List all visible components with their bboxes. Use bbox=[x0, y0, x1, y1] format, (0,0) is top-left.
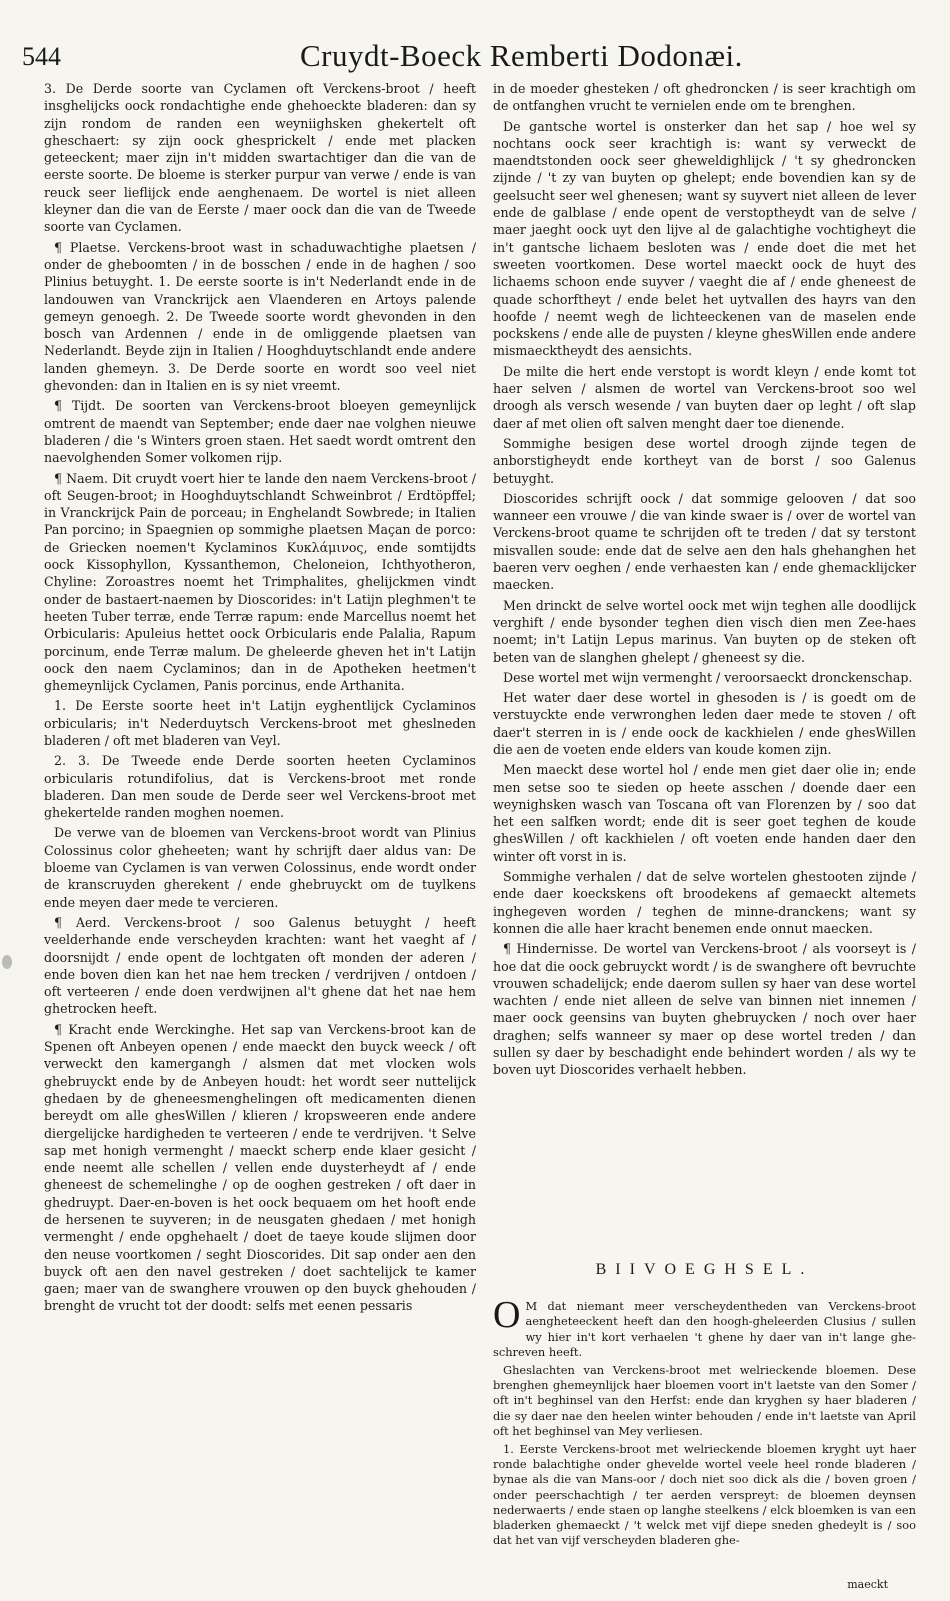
appendix-heading: BIIVOEGHSEL. bbox=[595, 1261, 814, 1278]
catchword: maeckt bbox=[847, 1578, 888, 1591]
appendix-paragraph: Gheslachten van Verckens-broot met welrieckende bloemen. Dese brenghen ghemeynlijck haer bloemen voort in't laetste van den Somer / oft in't beghinsel van den Herfst: ende dan kryghen sy haer bladeren / die sy daer nae den heelen winter behouden / ende in't laetste van April oft het beghinsel van Mey verliesen. bbox=[493, 1363, 916, 1438]
paragraph-whole-root: De gantsche wortel is onsterker dan het sap / hoe wel sy nochtans oock seer krachtigh is: want sy verweckt de maendtstonden oock seer gheweldighlijck / 't sy ghedroncken zijnde / 't zy van buyten op ghelept; ende bovendien kan sy de geelsucht seer wel ghenesen; want sy suyvert niet alleen de lever ende de galblase / ende opent de verstoptheydt van de selve / maer jaeght oock uyt den lijve al de galachtighe vochtigheyt die in't gantsche lichaem besloten was / ende doet die met het sweeten voortkomen. Dese wortel maeckt oock de huyt des lichaems schoon ende suyver / vaeght die af / ende gheneest de quade schorftheyt / ende belet het uytvallen des hayrs van den hoofde / neemt wegh de lichteeckenen van de maselen ende pockskens / ende alle de puysten / kleyne ghesWillen ende andere mismaecktheydt des aensichts. bbox=[493, 118, 916, 359]
drop-cap: O bbox=[493, 1294, 521, 1337]
paragraph-first-kind-name: 1. De Eerste soorte heet in't Latijn eyghentlijck Cyclaminos orbicularis; in't Nederduytsch Verckens-broot met gheslneden bladeren / oft met bladeren van Veyl. bbox=[44, 698, 476, 748]
paragraph-salve: Men maeckt dese wortel hol / ende men giet daer olie in; ende men setse soo te sieden op heete asschen / doende daer een weynighsken wasch van Toscana oft van Florenzen by / soo dat het een salfken wordt; ende dit is seer goet teghen de koude ghesWillen / oft kackhielen / oft voeten ende handen daer den winter oft vorst in is. bbox=[493, 762, 916, 864]
paragraph-continued: in de moeder ghesteken / oft ghedroncken / is seer krachtigh om de ontfanghen vrucht te vernielen ende om te brenghen. bbox=[493, 81, 916, 114]
paragraph-love-potion: Sommighe verhalen / dat de selve wortelen ghestooten zijnde / ende daer koeckskens oft broodekens af gemaeckt altemets inghegeven worden / teghen de minne-dranckens; want sy konnen die alle haer kracht benemen ende onnut maecken. bbox=[493, 869, 916, 936]
paragraph-flower-colour: De verwe van de bloemen van Verckens-broot wordt van Plinius Colossinus color gheheeten; want hy schrijft daer aldus van: De bloeme van Cyclamen is van verwen Colossinus, ende wordt onder de kranscruyden gherekent / ende ghebruyckt om de tuylkens ende meyen daer mede te vercieren. bbox=[44, 825, 476, 910]
appendix-intro-text: M dat niemant meer verscheydentheden van Verckens-broot aengheteeckent heeft dan den hoogh-gheleerden Clusius / sullen wy hier in't kort verhaelen 't ghene hy daer van in't lange ghe-schreven heeft. bbox=[493, 1299, 916, 1359]
paragraph-third-kind: 3. De Derde soorte van Cyclamen oft Verckens-broot / heeft insghelijcks oock rondachtighe ende ghehoeckte bladeren: dan sy zijn rondom de randen een weyniighsken ghekertelt oft gheschaert: sy zijn oock ghesprickelt / ende met placken geteeckent; maer zijn in't midden swartachtiger dan die van de eerste soorte. De bloeme is sterker purpur van verwe / ende is van reuck seer lieflijck ende aenghenaem. De wortel is niet alleen kleyner dan die van de Eerste / maer oock dan die van de Tweede soorte van Cyclamen. bbox=[44, 81, 476, 235]
paragraph-drunkenness: Dese wortel met wijn vermenght / veroorsaeckt dronckenschap. bbox=[503, 669, 913, 685]
paragraph-hindernisse: ¶ Hindernisse. De wortel van Verckens-broot / als voorseyt is / hoe dat die oock gebruyckt wordt / is de swanghere oft bevruchte vrouwen schadelijck; ende daerom sullen sy haer van dese wortel wachten / ende niet alleen de selve van binnen niet innemen / maer oock geensins van buyten ghebruycken / noch over haer draghen; selfs wanneer sy maer op dese wortel treden / dan sullen sy daer by beschadight ende behindert worden / als wy te boven uyt Dioscorides verhaelt hebben. bbox=[493, 941, 916, 1078]
paragraph-second-third-name: 2. 3. De Tweede ende Derde soorten heeten Cyclaminos orbicularis rotundifolius, dat is Verckens-broot met ronde bladeren. Dan men soude de Derde seer wel Verckens-broot met ghekertelde randen moghen noemen. bbox=[44, 753, 476, 821]
left-column bbox=[44, 80, 476, 1318]
paragraph-dioscorides: Dioscorides schrijft oock / dat sommige gelooven / dat soo wanneer een vrouwe / die van kinde swaer is / over de wortel van Verckens-broot quame te schrijden oft te treden / dat sy terstont misvallen soude: ende dat de selve aen den hals ghehanghen het baeren verv oeghen / ende verhaesten kan / ende ghemacklijcker maecken. bbox=[493, 490, 916, 593]
appendix-paragraph: 1. Eerste Verckens-broot met welrieckende bloemen kryght uyt haer ronde balachtighe onder ghevelde wortel veele heel ronde bladeren / bynae als die van Mans-oor / doch niet soo dick als die / boven groen / onder peerschachtigh / ter aerden verspreyt: de bloemen deynsen nederwaerts / ende staen op langhe steelkens / elck bloemken is van een bladerken ghemaeckt / 't welck met vijf diepe sneden ghedeylt is / soo dat het van vijf verscheyden bladeren ghe- bbox=[493, 1442, 916, 1548]
paragraph-kracht: ¶ Kracht ende Werckinghe. Het sap van Verckens-broot kan de Spenen oft Anbeyen openen / ende maeckt den buyck weeck / oft verweckt den kamergangh / alsmen dat met vlocken wols ghebruyckt ende by de Anbeyen houdt: het wordt seer nuttelijck ghedaen by de gheneesmenghelingen oft medicamenten dienen bereydt om alle ghesWillen / klieren / kropsweeren ende andere diergelijcke hardigheden te verteeren / ende te verdrijven. 't Selve sap met honigh vermenght / maeckt scherp ende klaer gesicht / ende neemt alle schellen / vellen ende duysterheydt af / ende gheneest de schemelinghe / op de ooghen gestreken / oft daer in ghedruypt. Daer-en-boven is het oock bequaem om het hooft ende de hersenen te suyveren; in de neusgaten ghedaen / met honigh vermenght / ende opghehaelt / doet de taeye koude slijmen door den neuse voortkomen / seght Dioscorides. Dit sap onder aen den buyck oft aen den navel gestreken / doet sachtelijck te kamer gaen; maer van de swanghere vrouwen op den buyck ghehouden / brenght de vrucht tot der doodt: selfs met eenen pessaris bbox=[44, 1021, 476, 1314]
paragraph-tijdt: ¶ Tijdt. De soorten van Verckens-broot bloeyen gemeynlijck omtrent de maendt van September; ende daer nae volghen nieuwe bladeren / die 's Winters groen staen. Het saedt wordt omtrent den naevolghenden Somer volkomen rijp. bbox=[44, 398, 476, 466]
paragraph-aerd: ¶ Aerd. Verckens-broot / soo Galenus betuyght / heeft veelderhande ende verscheyden krachten: want het vaeght af / doorsnijdt / ende opent de lochtgaten oft monden der aderen / ende boven dien kan het nae hem trecken / verdrijven / ontdoen / oft verteeren / ende doen verdwijnen al't ghene dat het nae hem ghetrocken heeft. bbox=[44, 914, 476, 1017]
paragraph-plaetse: ¶ Plaetse. Verckens-broot wast in schaduwachtighe plaetsen / onder de gheboomten / in de bosschen / ende in de haghen / soo Plinius betuyght. 1. De eerste soorte is in't Nederlandt ende in de landouwen van Vranckrijck aen Vlaenderen en Artoys palende gemeyn genoegh. 2. De Tweede soorte wordt ghevonden in den bosch van Ardennen / ende in de omliggende plaetsen van Nederlandt. Beyde zijn in Italien / Hooghduytschlandt ende andere landen ghemeyn. 3. De Derde soorte en wordt soo veel niet ghevonden: dan in Italien en is sy niet vreemt. bbox=[44, 239, 476, 394]
running-title: Cruydt-Boeck Remberti Dodonæi. bbox=[300, 38, 743, 73]
paragraph-poison: Men drinckt de selve wortel oock met wijn teghen alle doodlijck verghift / ende bysonder teghen dien visch dien men Zee-haes noemt; in't Latijn Lepus marinus. Van buyten op de steken oft beten van de slanghen ghelept / gheneest sy die. bbox=[493, 597, 916, 665]
appendix-intro bbox=[493, 1294, 916, 1360]
paragraph-naem: ¶ Naem. Dit cruydt voert hier te lande den naem Verckens-broot / oft Seugen-broot; in Hooghduytschlandt Schweinbrot / Erdtöpffel; in Vranckrijck Pain de porceau; in Enghelandt Sowbrede; in Italien Pan porcino; in Spaegnien op sommighe plaetsen Maçan de porco: de Griecken noemen't Kyclaminos Κυκλάμινος, ende somtijdts oock Kissophyllon, Kyssanthemon, Cheloneion, Ichthyotheron, Chyline: Zoroastres noemt het Trimphalites, ghelijckmen vindt onder de bastaert-naemen by Dioscorides: in't Latijn pleghmen't te heeten Tuber terræ, ende Terræ rapum: ende Marcellus noemt het Orbicularis: Apuleius hettet oock Orbicularis ende Palalia, Rapum porcinum, ende Terræ malum. De gheleerde gheven het in't Latijn oock den naem Cyclaminos; dan in de Apotheken heetmen't ghemeynlijck Cyclamen, Panis porcinus, ende Arthanita. bbox=[44, 470, 476, 694]
paragraph-spleen: De milte die hert ende verstopt is wordt kleyn / ende komt tot haer selven / alsmen de wortel van Verckens-broot soo wel droogh als versch wesende / van buyten daer op leght / oft slap daer af met olien oft salven menght daer toe dienende. bbox=[493, 363, 916, 431]
ink-blot-mark bbox=[2, 955, 12, 969]
appendix-section bbox=[493, 1262, 916, 1551]
paragraph-water: Het water daer dese wortel in ghesoden is / is goedt om de verstuyckte ende verwronghen leden daer mede te stoven / oft daer't sterren in is / ende oock de kackhielen / ende ghesWillen die aen de voeten ende elders van koude komen zijn. bbox=[493, 690, 916, 757]
paragraph-asthma: Sommighe besigen dese wortel droogh zijnde tegen de anborstigheydt ende kortheyt van de borst / soo Galenus betuyght. bbox=[493, 435, 916, 486]
right-column bbox=[493, 80, 916, 1082]
page-number: 544 bbox=[22, 42, 61, 71]
